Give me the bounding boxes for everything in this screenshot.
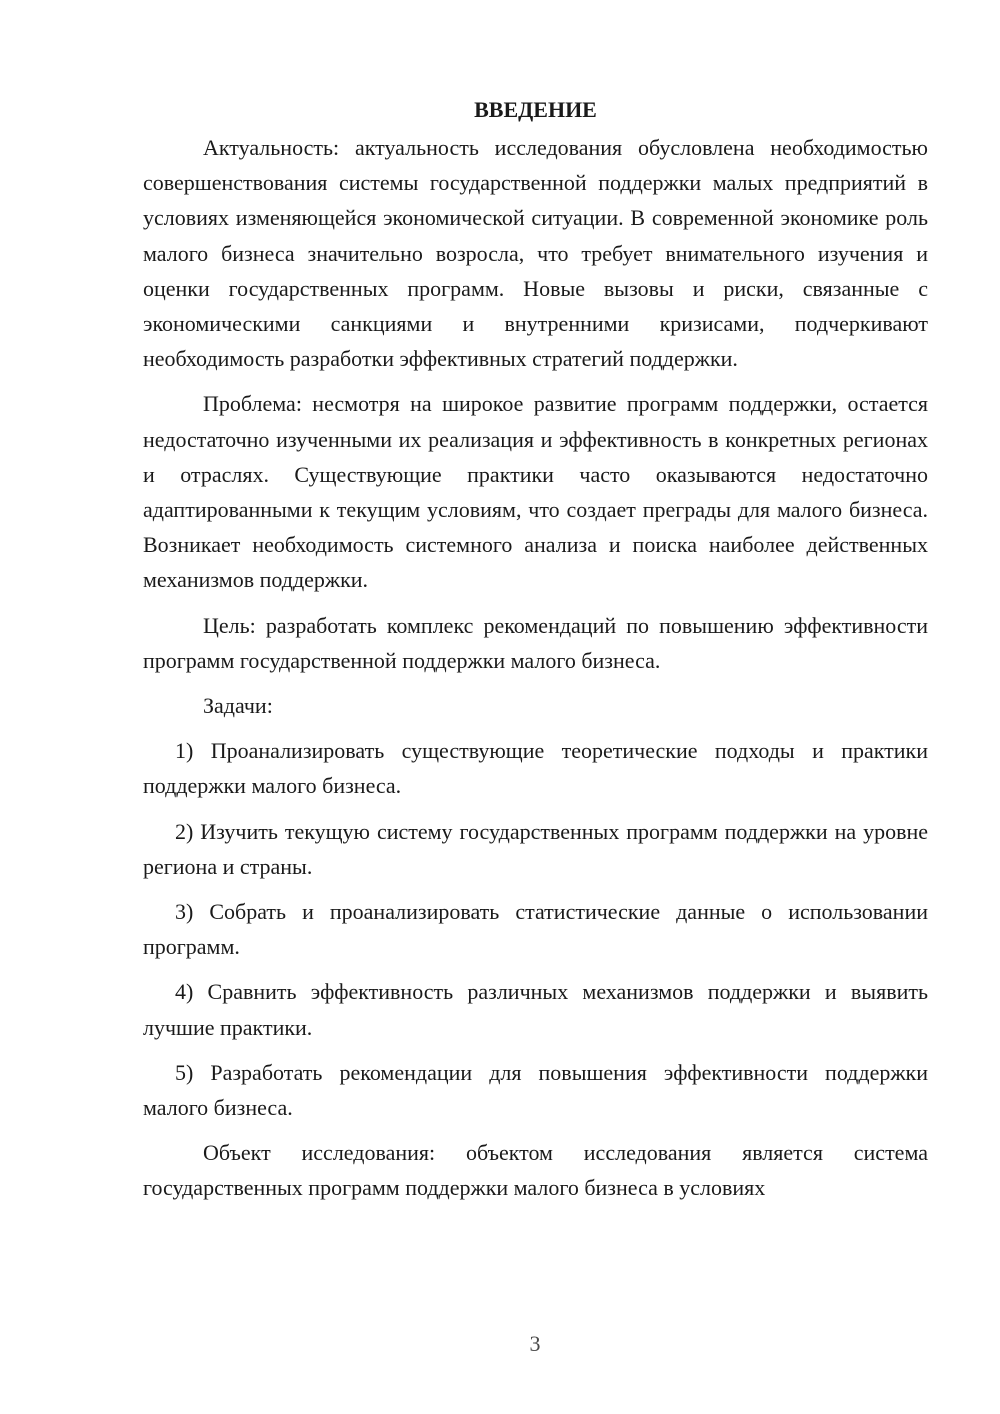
- paragraph-object: Объект исследования: объектом исследования является система государственных программ поддержки малого бизнеса в условиях: [143, 1140, 928, 1201]
- page-number: 3: [529, 1331, 541, 1356]
- task-item-3: 3) Собрать и проанализировать статистические данные о использовании программ.: [143, 899, 928, 960]
- task-item-5: 5) Разработать рекомендации для повышения эффективности поддержки малого бизнеса.: [143, 1059, 928, 1121]
- task-item-4: 4) Сравнить эффективность различных механизмов поддержки и выявить лучшие практики.: [143, 979, 928, 1040]
- paragraph-relevance: Актуальность: актуальность исследования обусловлена необходимостью совершенствования системы государственной поддержки малых предприятий в условиях изменяющейся экономической ситуации. В современной экономике роль малого бизнеса значительно возросла, что требует внимательного изучения и оценки государственных программ. Новые вызовы и риски, связанные с экономическими санкциями и внутренними кризисами, подчеркивают необходимость разработки эффективных стратегий поддержки.: [143, 135, 928, 372]
- tasks-label: Задачи:: [203, 693, 273, 719]
- page-content: [143, 92, 928, 1216]
- paragraph-problem: Проблема: несмотря на широкое развитие программ поддержки, остается недостаточно изученными их реализация и эффективность в конкретных регионах и отраслях. Существующие практики часто оказываются недостаточно адаптированными к текущим условиям, что создает преграды для малого бизнеса. Возникает необходимость системного анализа и поиска наиболее действенных механизмов поддержки.: [143, 391, 928, 593]
- section-title: ВВЕДЕНИЕ: [474, 97, 597, 122]
- task-item-1: 1) Проанализировать существующие теоретические подходы и практики поддержки малого бизнеса.: [143, 738, 928, 799]
- task-item-2: 2) Изучить текущую систему государственных программ поддержки на уровне региона и страны.: [143, 818, 928, 879]
- paragraph-goal: Цель: разработать комплекс рекомендаций по повышению эффективности программ государственной поддержки малого бизнеса.: [143, 612, 928, 673]
